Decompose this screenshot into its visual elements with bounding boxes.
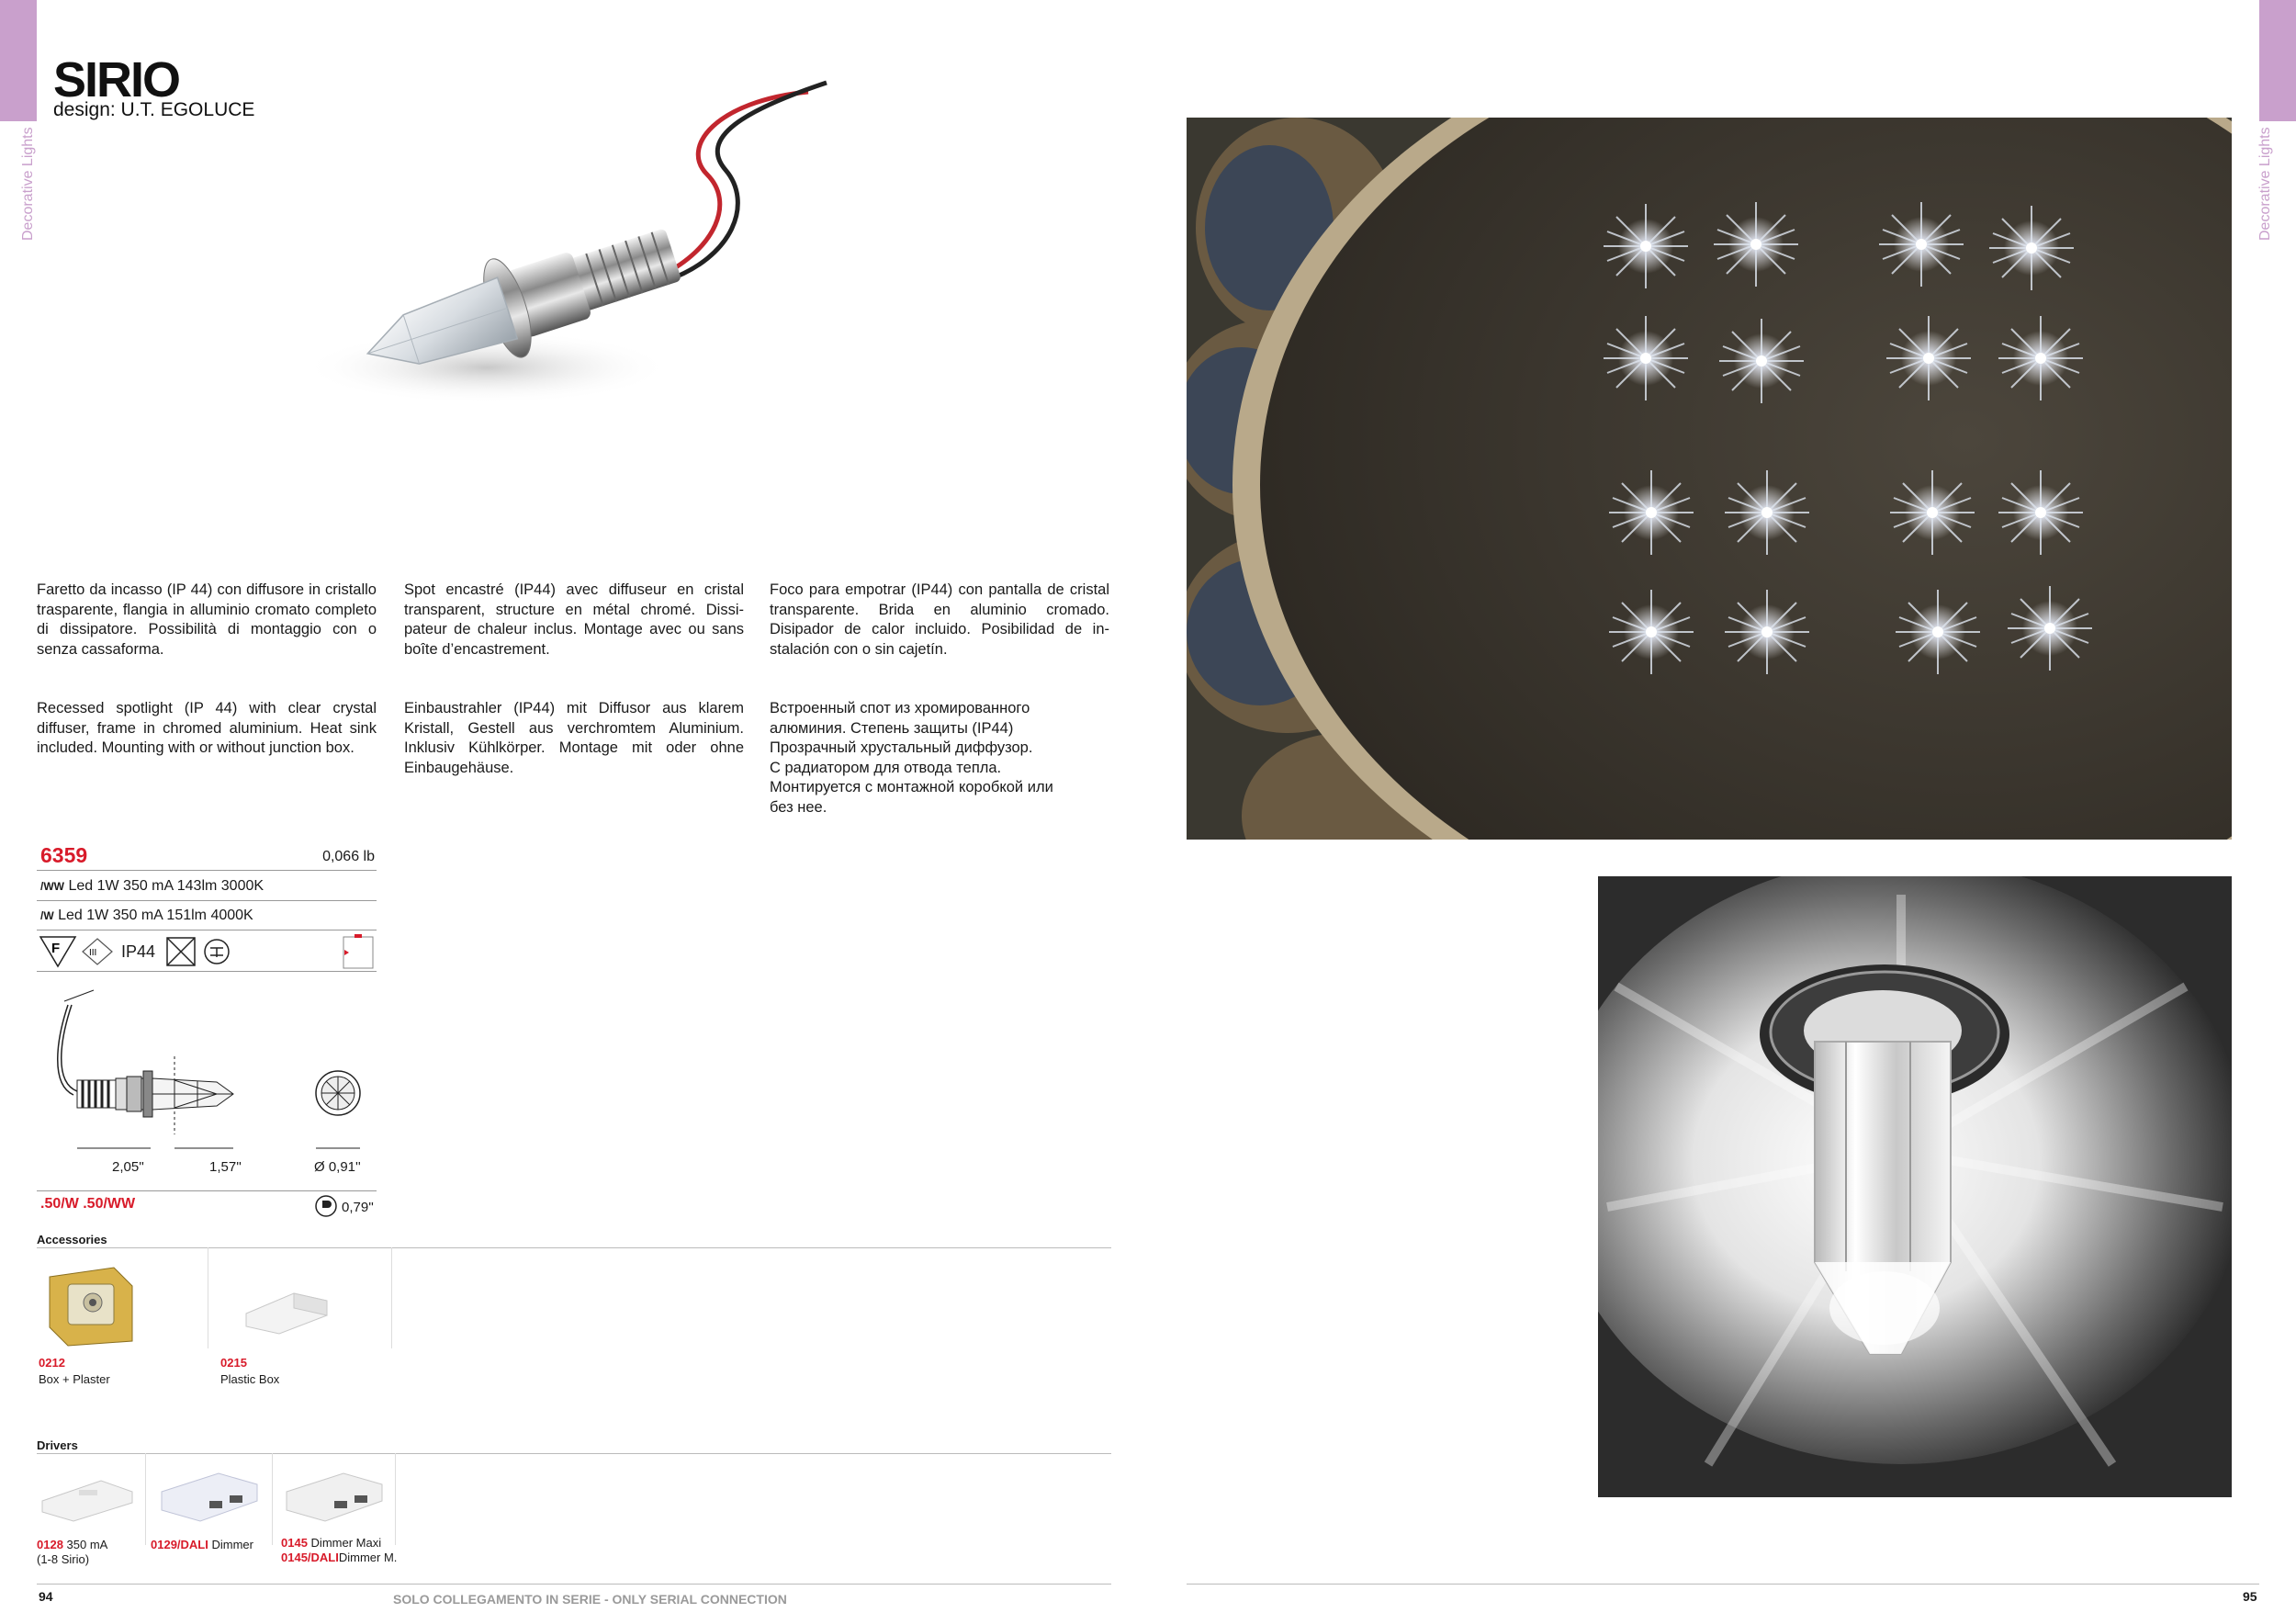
plastic-box-image (239, 1277, 340, 1341)
dim-diameter: Ø 0,91'' (314, 1159, 361, 1175)
accessory-code: 0215 (220, 1356, 247, 1370)
dim-crystal: 1,57'' (209, 1159, 242, 1175)
driver-0145-image (279, 1468, 389, 1525)
variant-row (37, 873, 377, 901)
cell-divider (145, 1453, 146, 1545)
ru-line: Монтируется с монтажной коробкой или (770, 779, 1053, 795)
class-iii-label: III (89, 948, 97, 958)
variant-desc: Led 1W 350 mA 151lm 4000K (58, 908, 253, 923)
ru-line: алюминия. Степень защиты (IP44) (770, 719, 1014, 737)
description-it: Faretto da incasso (IP 44) con diffusore in cristallo trasparente, flangia in alluminio cromato completo di dissipatore. Possibilità di montaggio con o senza cassaforma. (37, 581, 377, 658)
product-weight: 0,066 lb (322, 849, 375, 864)
drivers-divider (37, 1453, 1111, 1454)
accessories-title: Accessories (37, 1233, 107, 1246)
technical-drawing (37, 983, 377, 1167)
product-designer: design: U.T. EGOLUCE (53, 99, 255, 120)
footer-rule-left (37, 1584, 1111, 1585)
hole-size: 0,79'' (342, 1200, 374, 1215)
hole-size-icon (314, 1194, 338, 1218)
footer-note: SOLO COLLEGAMENTO IN SERIE - ONLY SERIAL CONNECTION (393, 1592, 787, 1607)
driver-label (151, 1538, 253, 1552)
crystal-detail-photo (1598, 876, 2232, 1497)
category-tab-right (2259, 0, 2296, 121)
etl-mark-icon (202, 937, 235, 966)
variant-suffix: /W (40, 909, 54, 922)
product-code: 6359 (40, 843, 88, 867)
product-code-row (37, 843, 377, 871)
driver-name: 350 mA (66, 1538, 108, 1551)
ru-line: без нее. (770, 798, 827, 816)
variant-desc: Led 1W 350 mA 143lm 3000K (68, 878, 264, 894)
variant-row (37, 902, 377, 930)
f-mark-icon (39, 935, 77, 968)
certification-row (37, 931, 377, 972)
product-title: SIRIO (53, 52, 180, 107)
driver-0129-image (154, 1468, 264, 1525)
page-number-right: 95 (2243, 1589, 2257, 1604)
driver-name: Dimmer M. (338, 1551, 398, 1564)
ru-line: Прозрачный хрустальный диффузор. (770, 739, 1033, 756)
f-mark-label: F (51, 941, 61, 956)
page-number-left: 94 (39, 1589, 53, 1604)
no-insulation-icon (165, 936, 197, 967)
junction-box-image (40, 1258, 141, 1350)
ru-line: Встроенный спот из хромированного (770, 700, 1030, 716)
recessed-mount-icon (342, 933, 375, 970)
description-en: Recessed spotlight (IP 44) with clear crystal diffuser, frame in chromed aluminium. Heat sink included. Mounting with or without junction box. (37, 700, 377, 756)
driver-0128-image (37, 1473, 138, 1525)
driver-label (37, 1538, 107, 1567)
category-label-right: Decorative Lights (2257, 127, 2273, 241)
footer-rule-right (1187, 1584, 2259, 1585)
ip-rating: IP44 (121, 942, 156, 961)
cell-divider (272, 1453, 273, 1545)
accessory-name: Plastic Box (220, 1372, 280, 1386)
description-ru (770, 699, 1109, 818)
variant-suffix: /WW (40, 880, 64, 893)
driver-code: 0128 (37, 1538, 63, 1551)
category-label-left: Decorative Lights (20, 127, 36, 241)
product-hero-image (276, 64, 909, 450)
ru-line: С радиатором для отвода тепла. (770, 759, 1002, 776)
cell-divider (391, 1247, 392, 1348)
accessory-name: Box + Plaster (39, 1372, 110, 1386)
class-iii-icon (81, 937, 114, 966)
description-fr: Spot encastré (IP44) avec diffuseur en cristal transparent, structure en métal chromé. Dissipateur de chaleur inclus. Montage avec ou sans boîte d’encastrement. (404, 581, 744, 658)
spec-divider (37, 1190, 377, 1191)
dim-length: 2,05'' (112, 1159, 144, 1175)
accessories-divider (37, 1247, 1111, 1248)
driver-name: Dimmer Maxi (310, 1536, 382, 1550)
cell-divider (395, 1453, 396, 1545)
driver-note: (1-8 Sirio) (37, 1552, 90, 1566)
driver-code: 0145 (281, 1536, 308, 1550)
description-es: Foco para empotrar (IP44) con pantalla de cristal transparente. Brida en aluminio cromado. Disipador de calor incluido. Posibilidad de instalación con o sin cajetín. (770, 581, 1109, 658)
driver-label (281, 1536, 397, 1565)
ceiling-installation-photo (1187, 118, 2232, 840)
driver-code: 0145/DALI (281, 1551, 339, 1564)
driver-code: 0129/DALI (151, 1538, 208, 1551)
accessory-code: 0212 (39, 1356, 65, 1370)
description-de: Einbaustrahler (IP44) mit Diffusor aus klarem Kristall, Gestell aus verchromtem Aluminium. Inklusiv Kühlkörper. Montage mit oder ohne Einbaugehäuse. (404, 700, 744, 776)
category-tab-left (0, 0, 37, 121)
driver-name: Dimmer (211, 1538, 253, 1551)
drivers-title: Drivers (37, 1438, 78, 1452)
finish-codes: .50/W .50/WW (40, 1196, 136, 1212)
